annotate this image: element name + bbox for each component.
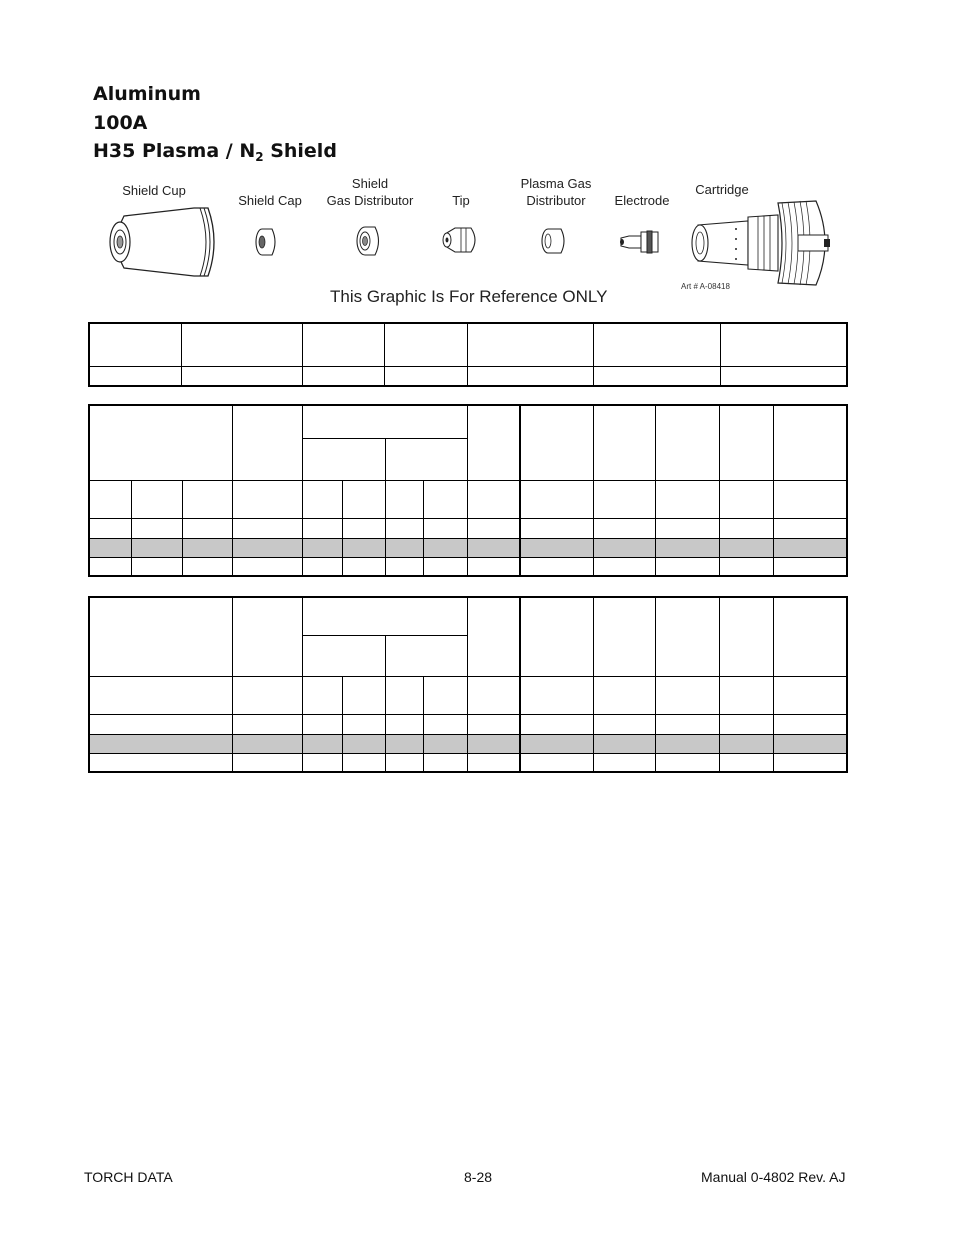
tip-icon: [441, 222, 481, 258]
title-gases: H35 Plasma / $N_2$ Shield: [93, 140, 337, 164]
reference-note: This Graphic Is For Reference ONLY: [330, 287, 608, 306]
title-material: Aluminum: [93, 83, 201, 105]
shield-cup-icon: [104, 204, 224, 280]
electrode-icon: [617, 226, 663, 258]
parts-table: [88, 322, 848, 387]
footer-page-number: 8-28: [464, 1169, 493, 1185]
shield-cap-icon: [254, 225, 278, 259]
label-shield-gas-distributor: Shield Gas Distributor: [326, 176, 414, 208]
art-number: Art # A-08418: [681, 282, 730, 291]
label-shield-cap: Shield Cap: [238, 193, 302, 208]
plasma-gas-distributor-icon: [539, 224, 569, 258]
cut-data-table-metric: [88, 404, 848, 577]
cartridge-icon: [688, 195, 834, 291]
footer-manual: Manual 0-4802 Rev. AJ: [701, 1169, 846, 1185]
page-title: [93, 80, 337, 172]
cut-data-table-imperial: [88, 596, 848, 773]
label-plasma-gas-distributor: Plasma Gas Distributor: [520, 176, 592, 208]
footer-section: TORCH DATA: [84, 1169, 173, 1185]
label-cartridge: Cartridge: [695, 182, 749, 197]
label-shield-cup: Shield Cup: [122, 183, 186, 198]
label-tip: Tip: [452, 193, 470, 208]
title-amperage: 100A: [93, 111, 148, 134]
shield-gas-distributor-icon: [355, 224, 383, 258]
label-electrode: Electrode: [614, 193, 670, 208]
